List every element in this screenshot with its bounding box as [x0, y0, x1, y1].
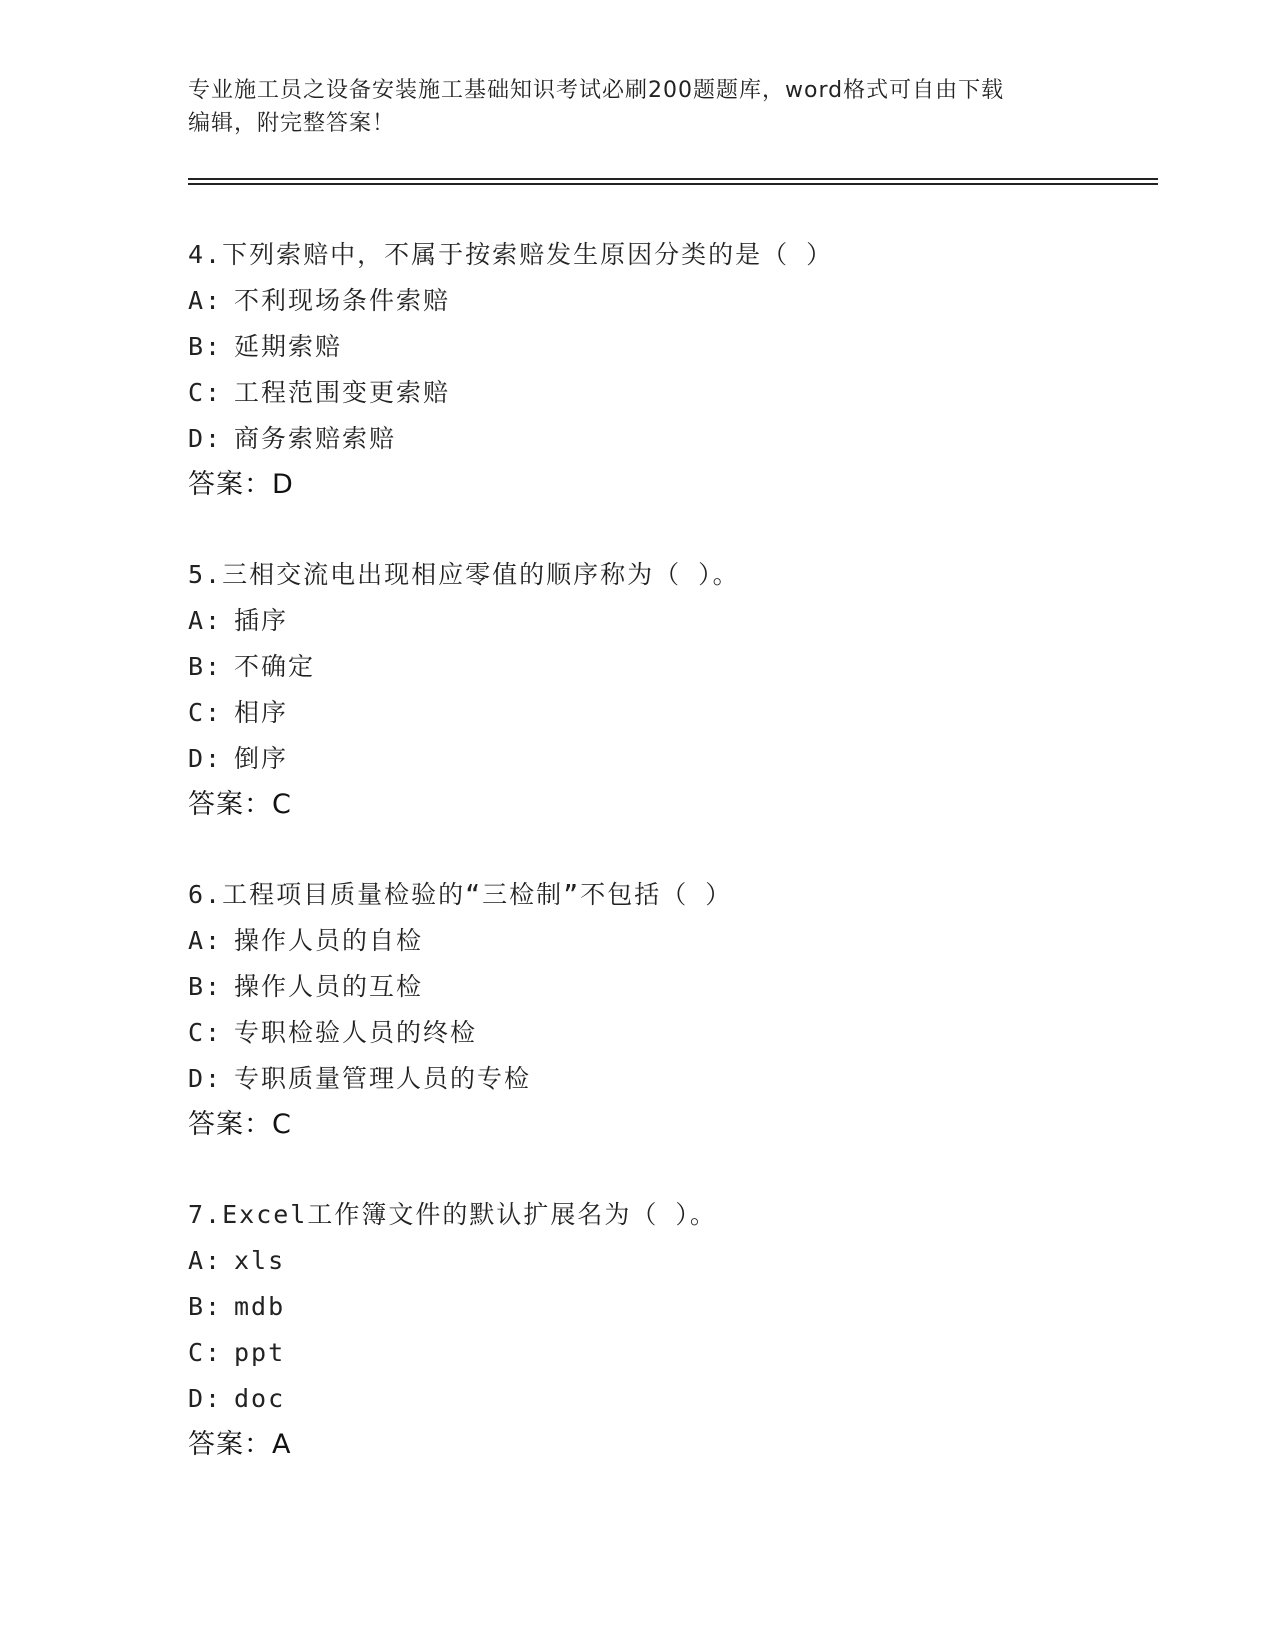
option-key: A:: [188, 926, 223, 955]
option-a: [188, 926, 1148, 972]
option-key: C:: [188, 1018, 223, 1047]
option-key: D:: [188, 1384, 223, 1413]
question-block: [188, 240, 1148, 516]
option-b: [188, 332, 1148, 378]
option-text: 操作人员的自检: [234, 926, 424, 955]
option-key: C:: [188, 378, 223, 407]
option-d: [188, 1064, 1148, 1110]
option-text: 延期索赔: [234, 332, 343, 361]
header-line-1: 专业施工员之设备安装施工基础知识考试必刷200题题库，word格式可自由下载: [188, 78, 1005, 103]
option-text: 不确定: [234, 652, 316, 681]
option-c: [188, 1338, 1148, 1384]
option-key: D:: [188, 744, 223, 773]
header-divider-bottom: [188, 183, 1158, 185]
option-d: [188, 744, 1148, 790]
option-c: [188, 1018, 1148, 1064]
answer-line: 答案：A: [188, 1429, 292, 1460]
option-key: B:: [188, 972, 223, 1001]
option-key: B:: [188, 652, 223, 681]
option-key: C:: [188, 698, 223, 727]
question-title: 4.下列索赔中，不属于按索赔发生原因分类的是（ ）: [188, 240, 834, 269]
option-text: 专职质量管理人员的专检: [234, 1064, 532, 1093]
option-text: xls: [234, 1246, 286, 1275]
answer-line: 答案：C: [188, 1109, 292, 1140]
answer-line: 答案：D: [188, 469, 294, 500]
option-d: [188, 424, 1148, 470]
option-key: D:: [188, 1064, 223, 1093]
option-text: doc: [234, 1384, 286, 1413]
option-key: D:: [188, 424, 223, 453]
option-b: [188, 1292, 1148, 1338]
option-text: mdb: [234, 1292, 286, 1321]
option-text: 专职检验人员的终检: [234, 1018, 478, 1047]
option-c: [188, 378, 1148, 424]
option-text: 相序: [234, 698, 289, 727]
answer-line: 答案：C: [188, 789, 292, 820]
option-text: 操作人员的互检: [234, 972, 424, 1001]
option-a: [188, 606, 1148, 652]
option-a: [188, 286, 1148, 332]
option-key: A:: [188, 286, 223, 315]
option-text: 倒序: [234, 744, 289, 773]
question-block: [188, 880, 1148, 1156]
question-block: [188, 1200, 1148, 1476]
option-key: B:: [188, 332, 223, 361]
option-text: ppt: [234, 1338, 286, 1367]
document-header: [188, 74, 1088, 140]
question-title: 5.三相交流电出现相应零值的顺序称为（ ）。: [188, 560, 740, 589]
header-divider-top: [188, 178, 1158, 180]
question-title: 6.工程项目质量检验的“三检制”不包括（ ）: [188, 880, 733, 909]
option-key: C:: [188, 1338, 223, 1367]
option-key: A:: [188, 1246, 223, 1275]
question-block: [188, 560, 1148, 836]
option-text: 不利现场条件索赔: [234, 286, 451, 315]
option-a: [188, 1246, 1148, 1292]
question-title: 7.Excel工作簿文件的默认扩展名为（ ）。: [188, 1200, 717, 1229]
option-key: A:: [188, 606, 223, 635]
option-d: [188, 1384, 1148, 1430]
header-line-2: 编辑，附完整答案！: [188, 111, 396, 136]
option-key: B:: [188, 1292, 223, 1321]
option-text: 工程范围变更索赔: [234, 378, 451, 407]
option-b: [188, 972, 1148, 1018]
option-b: [188, 652, 1148, 698]
option-text: 商务索赔索赔: [234, 424, 397, 453]
option-c: [188, 698, 1148, 744]
option-text: 插序: [234, 606, 289, 635]
